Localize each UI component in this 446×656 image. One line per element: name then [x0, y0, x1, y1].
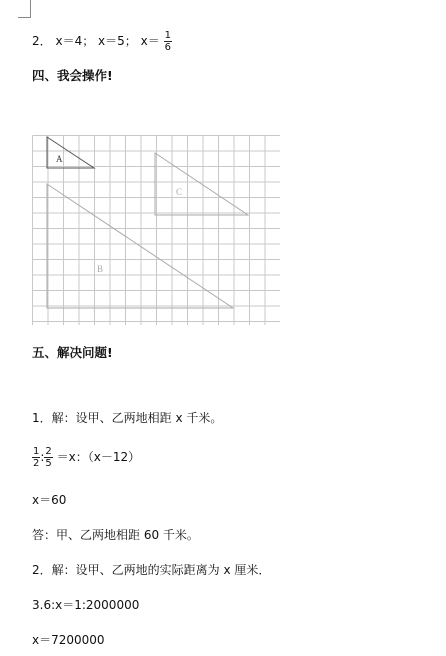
section-4-title: 四、我会操作!	[32, 68, 113, 83]
triangle-b	[47, 184, 233, 308]
ratio-separator: :	[40, 450, 45, 464]
fraction-denominator: 5	[45, 458, 52, 469]
problem-2-intro: 2．解：设甲、乙两地的实际距离为 x 厘米．	[32, 563, 271, 577]
answer-2-line	[32, 30, 172, 53]
problem-1-result: x＝60	[32, 493, 67, 507]
problem-2-result: x＝7200000	[32, 633, 105, 647]
problem-1-intro: 1．解：设甲、乙两地相距 x 千米。	[32, 411, 223, 425]
grid-figure	[32, 135, 280, 325]
answer-2-part2: x＝5；	[98, 34, 137, 48]
page-corner-mark	[30, 0, 31, 18]
fraction-numerator: 1	[33, 446, 40, 457]
problem-1-answer: 答：甲、乙两地相距 60 千米。	[32, 528, 199, 542]
section-5-title: 五、解决问题!	[32, 345, 113, 360]
answer-2-fraction	[164, 30, 172, 53]
answer-2-part1: x＝4；	[55, 34, 95, 48]
fraction-denominator: 6	[164, 42, 171, 53]
label-c: C	[176, 187, 183, 197]
label-b: B	[97, 264, 104, 274]
problem-2-equation: 3.6:x＝1:2000000	[32, 598, 140, 612]
problem-1-equation	[32, 446, 140, 469]
equation-fraction-2	[44, 446, 52, 469]
answer-2-part3: x＝	[140, 34, 160, 48]
page-corner-mark-horizontal	[18, 17, 31, 18]
answer-2-number: 2．	[32, 34, 52, 48]
fraction-denominator: 2	[33, 458, 40, 469]
label-a: A	[56, 154, 63, 164]
triangle-a	[47, 137, 94, 168]
grid-lines	[33, 136, 281, 326]
fraction-numerator: 1	[164, 30, 171, 41]
fraction-numerator: 2	[45, 446, 52, 457]
equation-rest: ＝x：（x－12）	[56, 450, 141, 464]
